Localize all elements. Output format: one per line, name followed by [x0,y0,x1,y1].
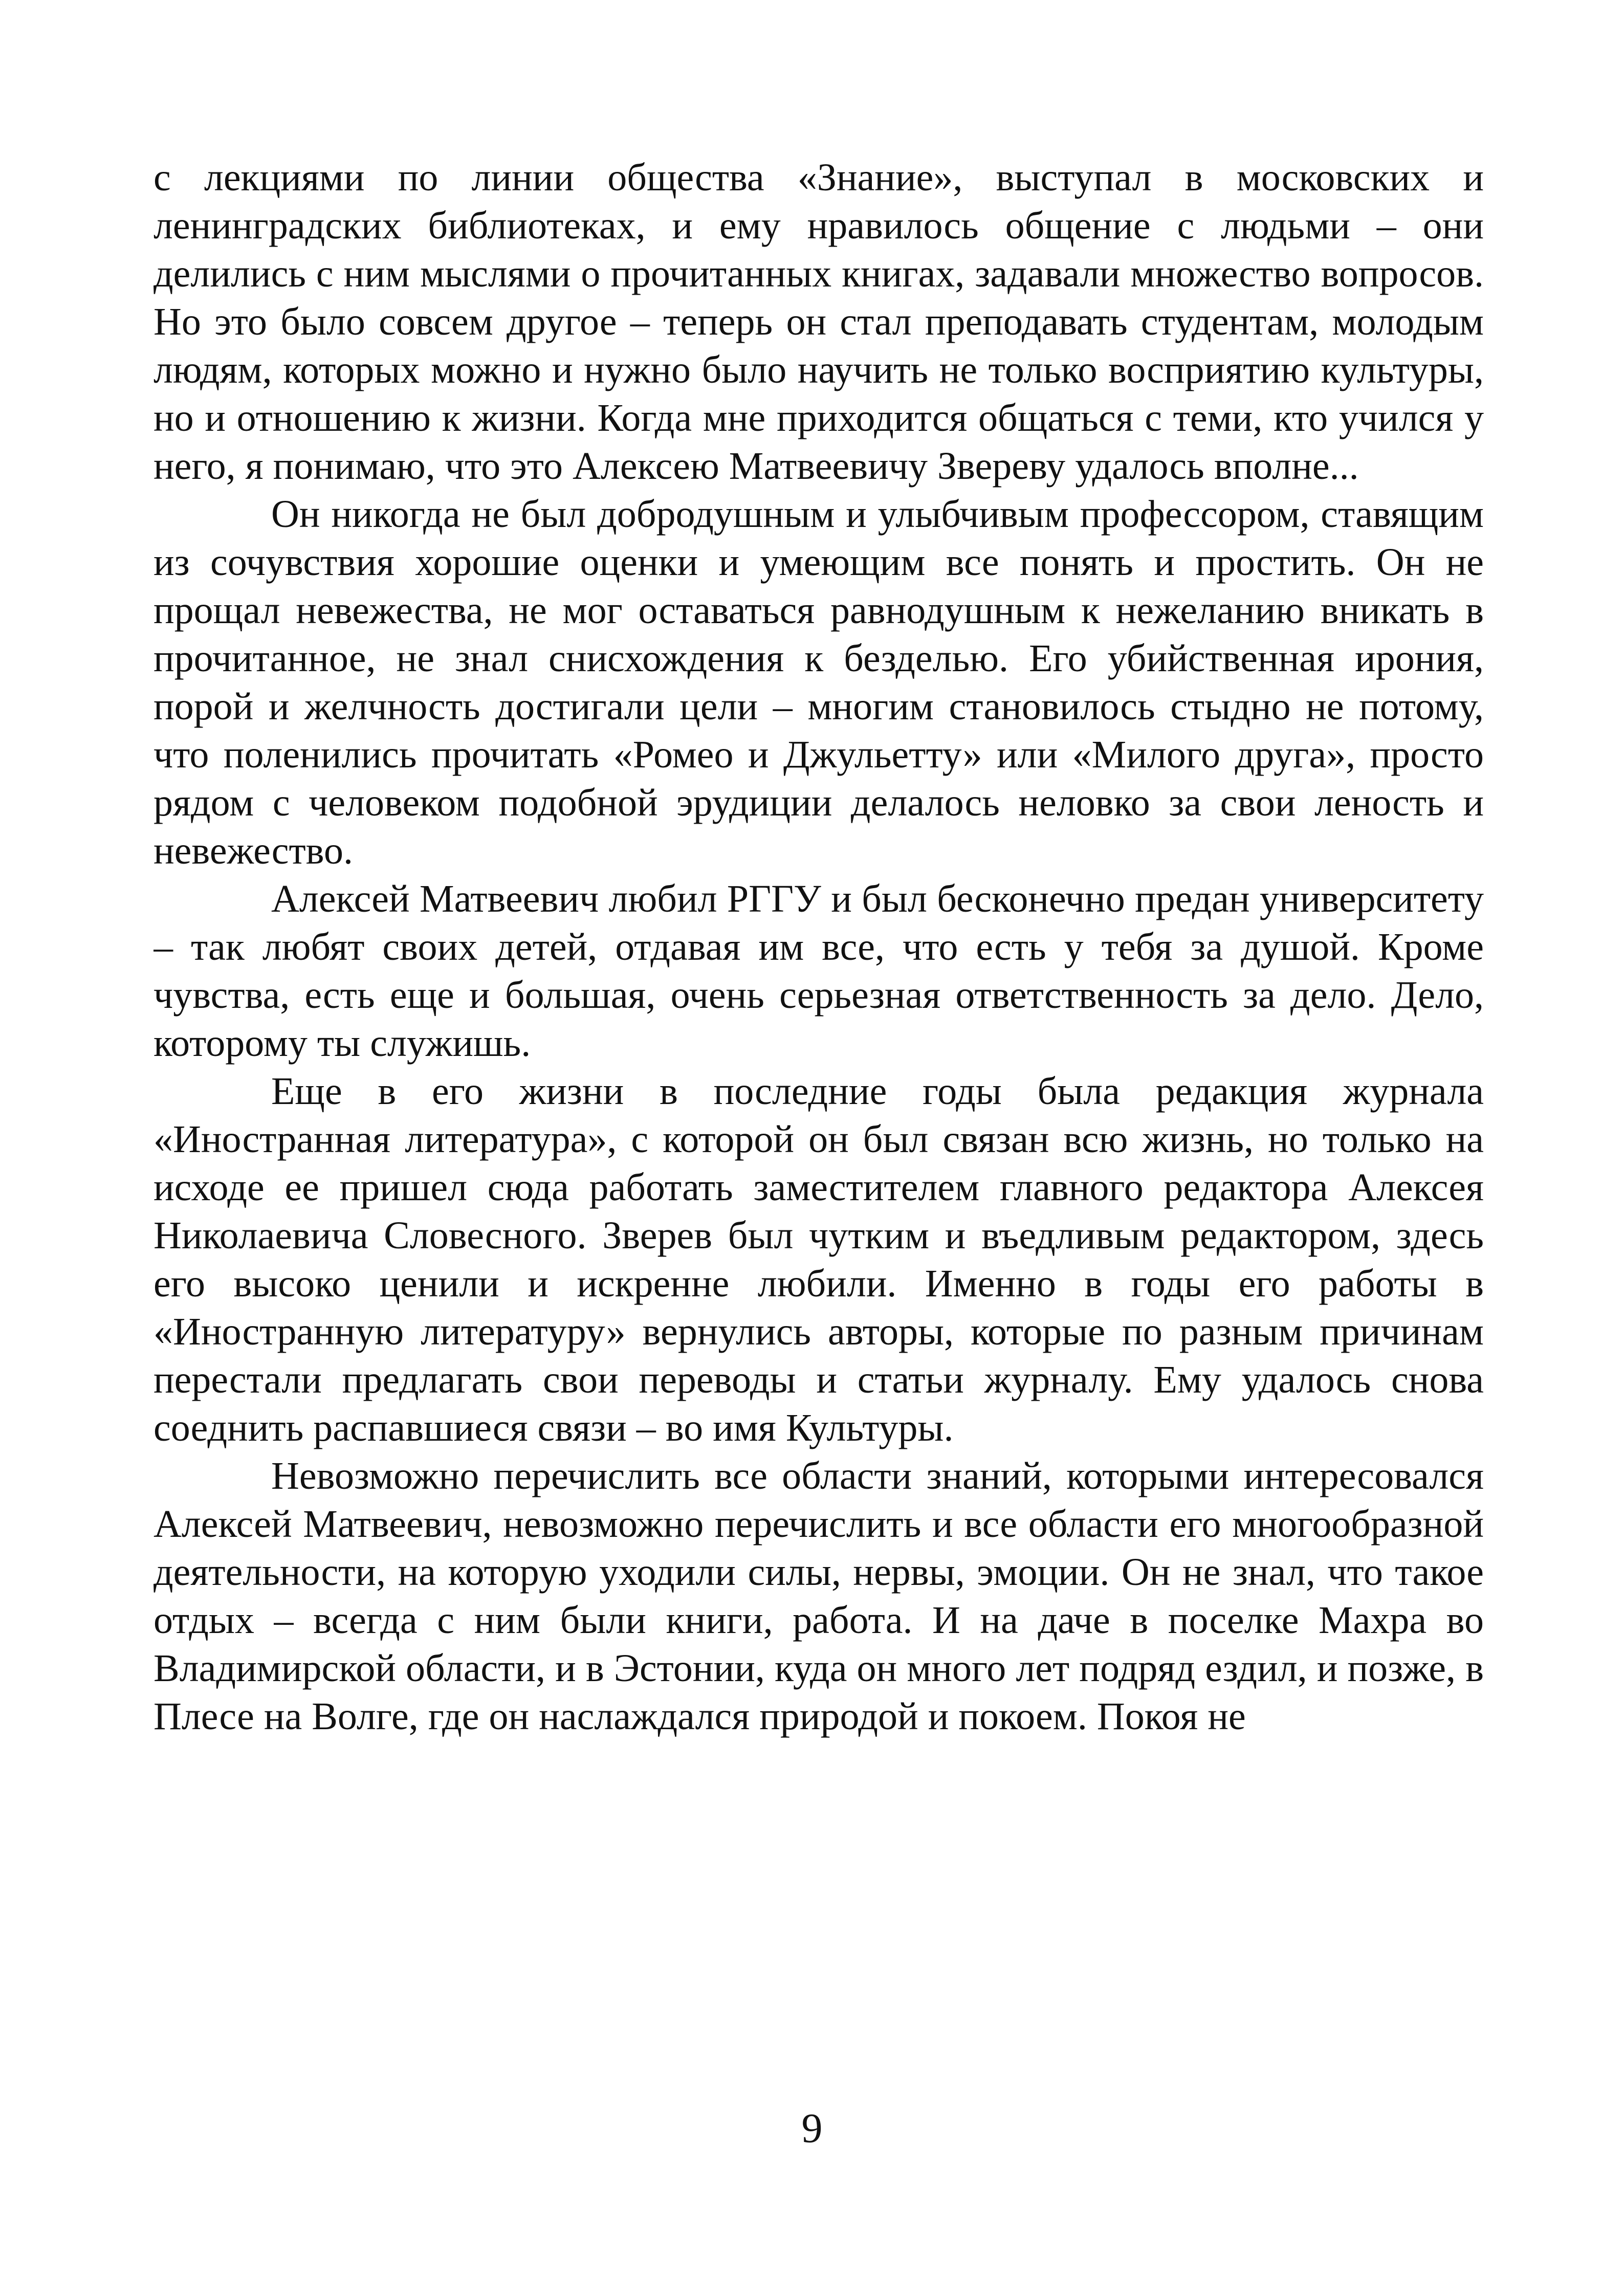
text-block [153,153,1484,1740]
paragraph-3: Алексей Матвеевич любил РГГУ и был бесконечно предан университету – так любят своих детей, отдавая им все, что есть у тебя за душой. Кроме чувства, есть еще и большая, очень серьезная ответственность за дело. Дело, которому ты служишь. [153,877,1484,1065]
paragraph-1: с лекциями по линии общества «Знание», выступал в московских и ленинградских библиотеках, и ему нравилось общение с людьми – они делились с ним мыслями о прочитанных книгах, задавали множество вопросов. Но это было совсем другое – теперь он стал преподавать студентам, молодым людям, которых можно и нужно было научить не только восприятию культуры, но и отношению к жизни. Когда мне приходится общаться с теми, кто учился у него, я понимаю, что это Алексею Матвеевичу Звереву удалось вполне... [153,156,1484,488]
paragraph-2: Он никогда не был добродушным и улыбчивым профессором, ставящим из сочувствия хорошие оценки и умеющим все понять и простить. Он не прощал невежества, не мог оставаться равнодушным к нежеланию вникать в прочитанное, не знал снисхождения к безделью. Его убийственная ирония, порой и желчность достигали цели – многим становилось стыдно не потому, что поленились прочитать «Ромео и Джульетту» или «Милого друга», просто рядом с человеком подобной эрудиции делалось неловко за свои леность и невежество. [153,493,1484,872]
page-number: 9 [801,2105,823,2151]
page-body [153,153,1484,2026]
paragraph-4: Еще в его жизни в последние годы была редакция журнала «Иностранная литература», с которой он был связан всю жизнь, но только на исходе ее пришел сюда работать заместителем главного редактора Алексея Николаевича Словесного. Зверев был чутким и въедливым редактором, здесь его высоко ценили и искренне любили. Именно в годы его работы в «Иностранную литературу» вернулись авторы, которые по разным причинам перестали предлагать свои переводы и статьи журналу. Ему удалось снова соеднить распавшиеся связи – во имя Культуры. [153,1070,1484,1449]
paragraph-5: Невозможно перечислить все области знаний, которыми интересовался Алексей Матвеевич, невозможно перечислить и все области его многообразной деятельности, на которую уходили силы, нервы, эмоции. Он не знал, что такое отдых – всегда с ним были книги, работа. И на даче в поселке Махра во Владимирской области, и в Эстонии, куда он много лет подряд ездил, и позже, в Плесе на Волге, где он наслаждался природой и покоем. Покоя не [153,1454,1484,1738]
